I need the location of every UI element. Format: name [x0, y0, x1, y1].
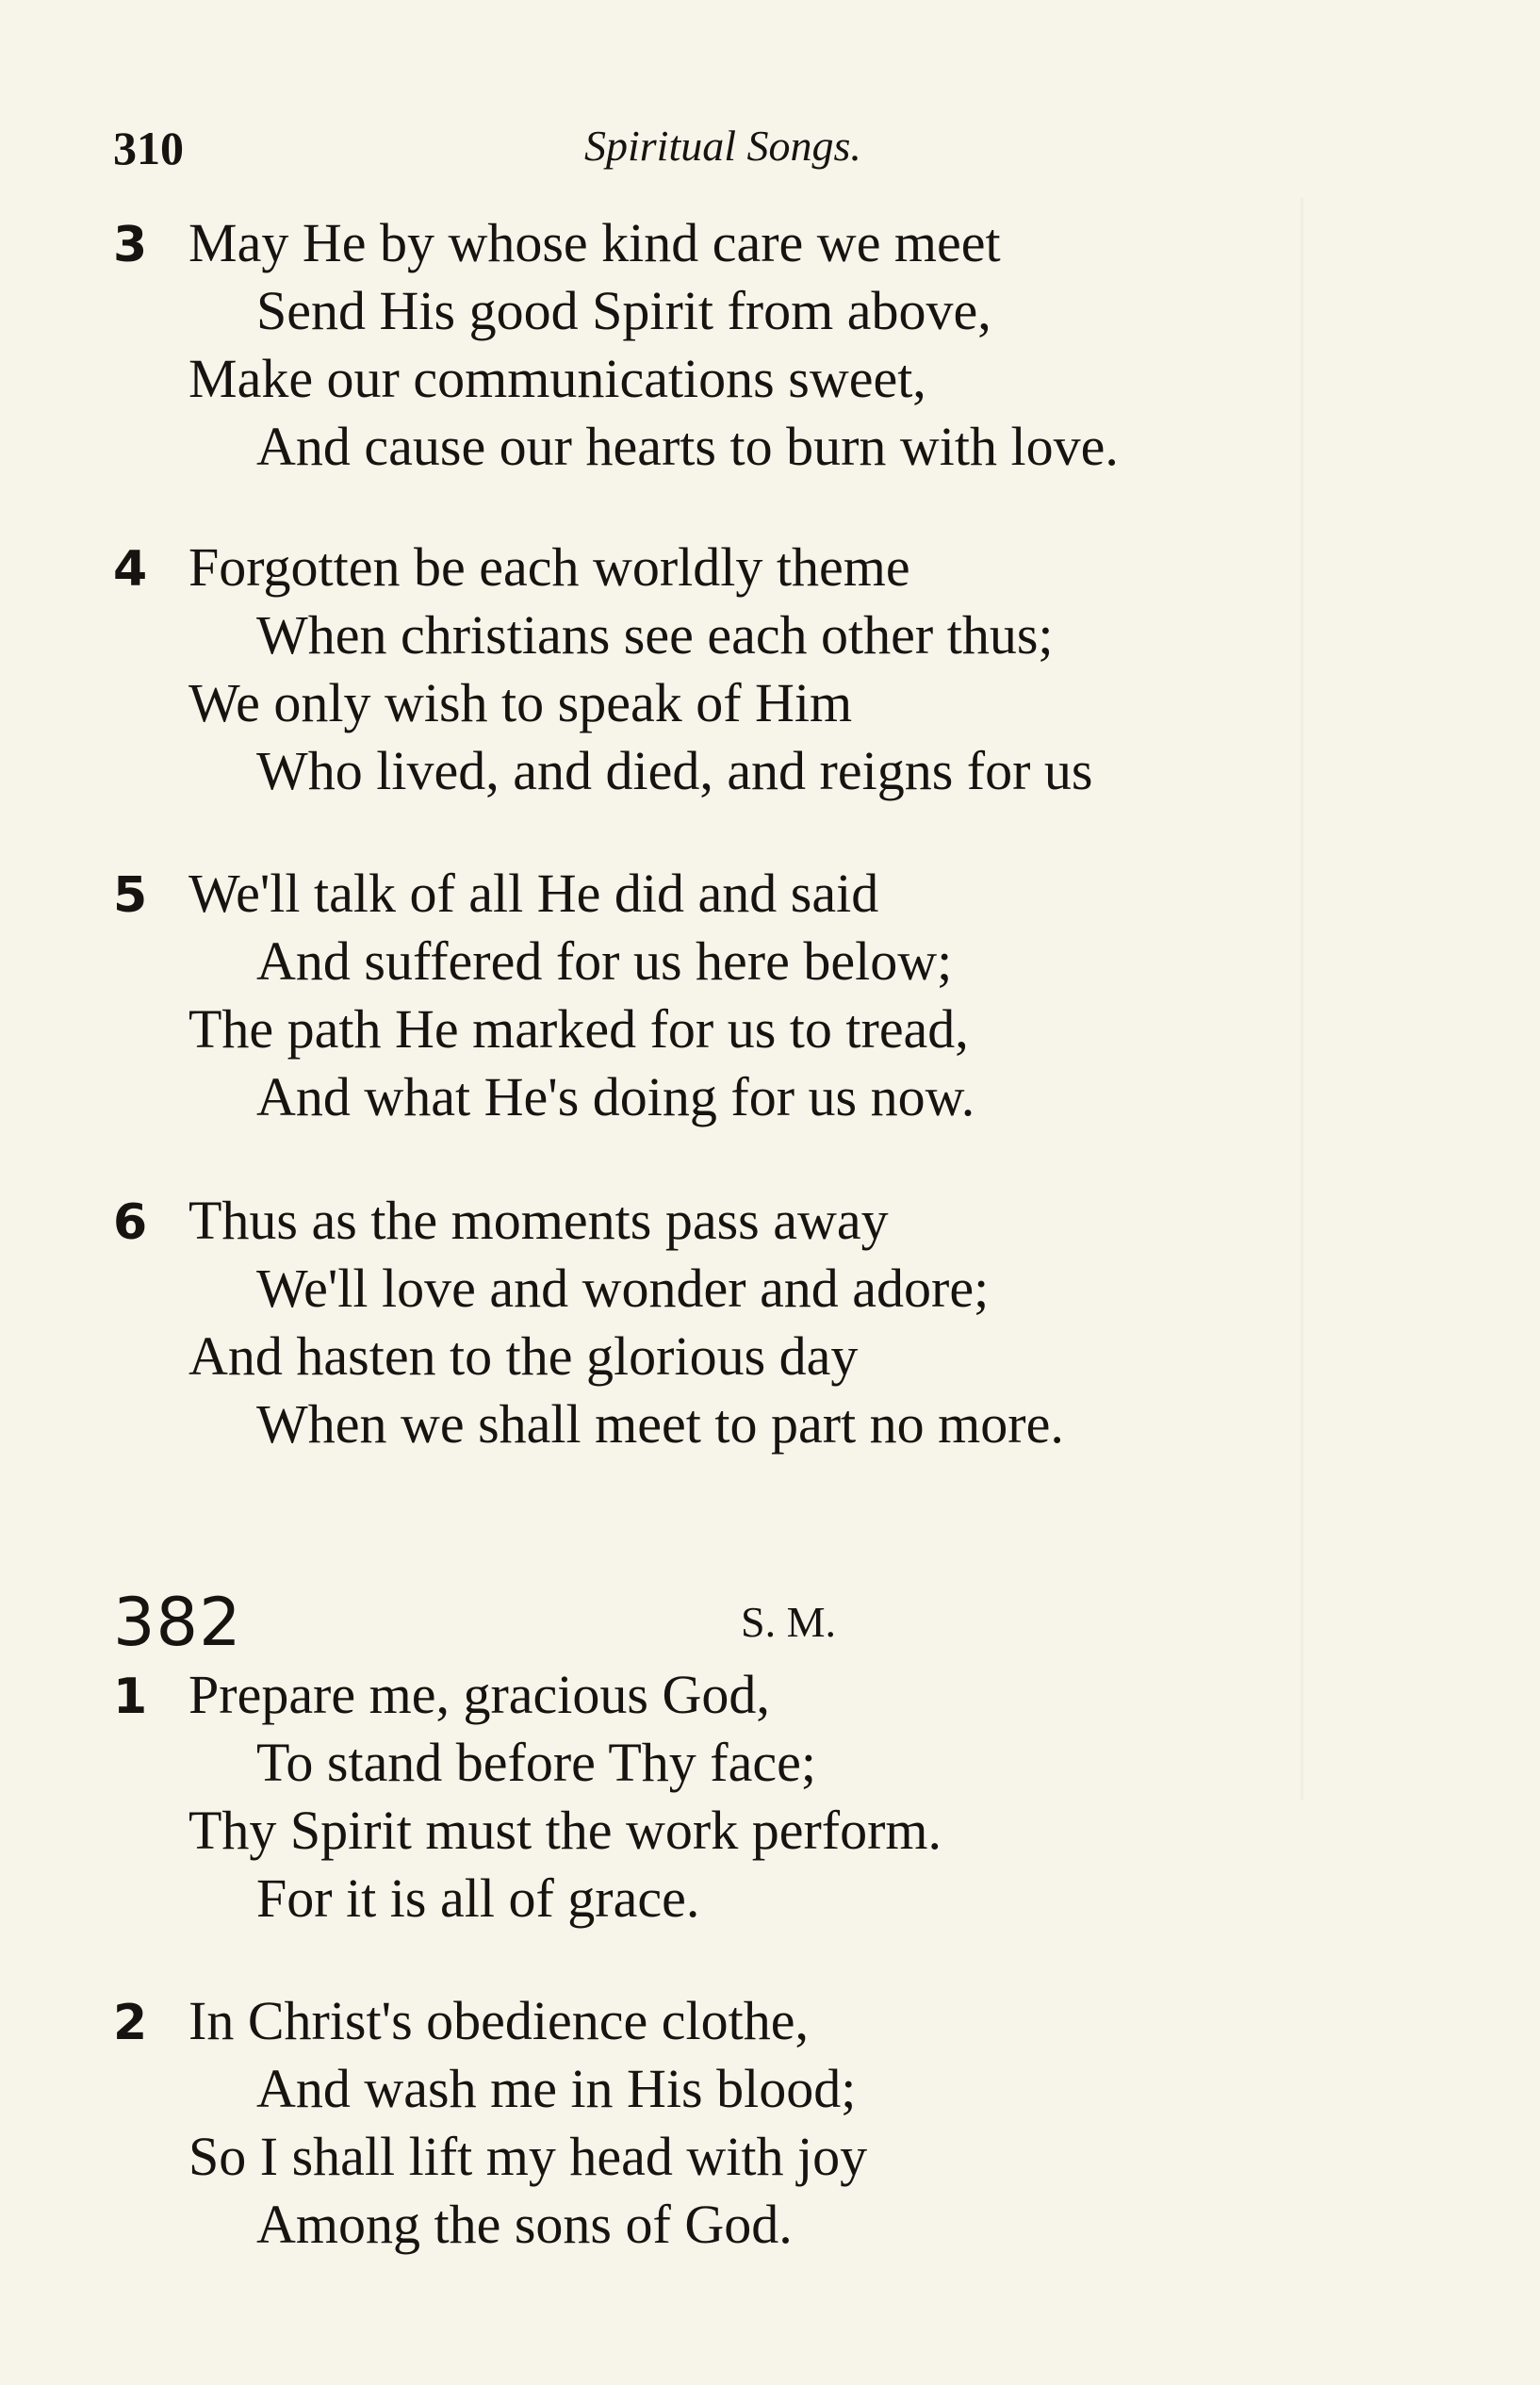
line-text: Forgotten be each worldly theme: [188, 536, 910, 598]
stanza-line: [113, 860, 1470, 928]
stanza-5: [113, 860, 1470, 1131]
stanza-number: 4: [113, 541, 148, 598]
running-head: Spiritual Songs.: [584, 122, 861, 170]
line-text: Prepare me, gracious God,: [188, 1664, 770, 1725]
stanza-4: [113, 534, 1470, 805]
page-number: 310: [113, 122, 184, 174]
stanza-line: [113, 1661, 1470, 1729]
stanza-number: 1: [113, 1669, 148, 1725]
stanza-line: Send His good Spirit from above,: [256, 280, 991, 341]
stanza-line: To stand before Thy face;: [256, 1732, 816, 1793]
stanza-line: When christians see each other thus;: [256, 604, 1054, 666]
stanza-line: Make our communications sweet,: [188, 348, 926, 409]
stanza-line: We'll love and wonder and adore;: [256, 1258, 990, 1319]
stanza-line: And hasten to the glorious day: [188, 1325, 859, 1387]
stanza-line: And wash me in His blood;: [256, 2058, 857, 2119]
line-text: May He by whose kind care we meet: [188, 212, 1001, 273]
hymn-382-stanza-2: [113, 1987, 1470, 2259]
stanza-line: So I shall lift my head with joy: [188, 2126, 868, 2187]
stanza-number: 3: [113, 217, 148, 273]
stanza-line: When we shall meet to part no more.: [256, 1393, 1064, 1455]
stanza-line: Among the sons of God.: [256, 2194, 793, 2255]
stanza-line: And cause our hearts to burn with love.: [256, 416, 1119, 477]
stanza-line: Who lived, and died, and reigns for us: [256, 740, 1093, 801]
stanza-line: For it is all of grace.: [256, 1867, 700, 1929]
stanza-number: 5: [113, 867, 148, 924]
stanza-number: 6: [113, 1194, 148, 1251]
stanza-3: [113, 209, 1470, 481]
stanza-line: [113, 1187, 1470, 1255]
line-text: Thus as the moments pass away: [188, 1190, 889, 1251]
line-text: In Christ's obedience clothe,: [188, 1990, 809, 2051]
stanza-line: [113, 534, 1470, 601]
hymn-meter: S. M.: [741, 1598, 836, 1646]
stanza-line: And suffered for us here below;: [256, 930, 953, 992]
stanza-number: 2: [113, 1995, 148, 2051]
stanza-line: Thy Spirit must the work perform.: [188, 1800, 942, 1861]
stanza-line: We only wish to speak of Him: [188, 672, 853, 733]
stanza-line: The path He marked for us to tread,: [188, 998, 969, 1060]
hymn-382-stanza-1: [113, 1661, 1470, 1933]
stanza-line: [113, 209, 1470, 277]
stanza-line: And what He's doing for us now.: [256, 1066, 975, 1127]
stanza-6: [113, 1187, 1470, 1458]
hymn-number: 382: [113, 1584, 242, 1661]
line-text: We'll talk of all He did and said: [188, 863, 879, 924]
hymn-header: [113, 1584, 1470, 1659]
stanza-line: [113, 1987, 1470, 2055]
